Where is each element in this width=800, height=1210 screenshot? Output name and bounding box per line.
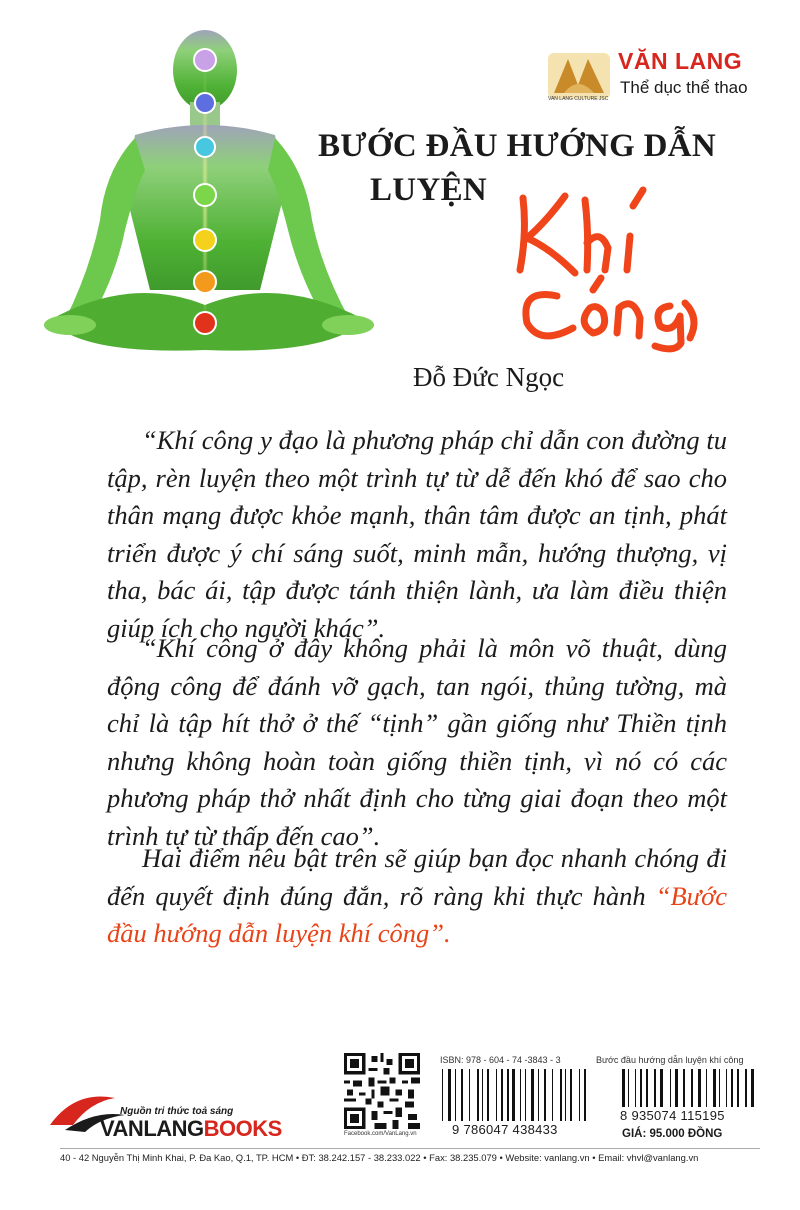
- footer-phone: • ĐT: 38.242.157 - 38.233.022: [293, 1152, 420, 1163]
- barcode-bar: [628, 1069, 629, 1107]
- book-title-line2: LUYỆN: [370, 172, 488, 208]
- barcode-bar: [670, 1069, 671, 1107]
- barcode-bar: [719, 1069, 720, 1107]
- footer-divider: [60, 1148, 760, 1149]
- ean-barcode-number: 8 935074 115195: [620, 1108, 725, 1123]
- vanlang-books-wordmark: [100, 1116, 282, 1142]
- barcode-bar: [640, 1069, 642, 1107]
- barcode-bar: [461, 1069, 463, 1121]
- footer-website: • Website: vanlang.vn: [497, 1152, 590, 1163]
- barcode-bar: [531, 1069, 534, 1121]
- barcode-bar: [544, 1069, 546, 1121]
- barcode-bar: [622, 1069, 625, 1107]
- barcode-bar: [683, 1069, 685, 1107]
- barcode-bar: [713, 1069, 716, 1107]
- barcode-bar: [579, 1069, 580, 1121]
- body-paragraph-3-highlight: “Bước đầu hướng dẫn luyện khí công”.: [107, 880, 727, 948]
- body-paragraph-1: “Khí công y đạo là phương pháp chỉ dẫn con đường tu tập, rèn luyện theo một trình tự từ dễ đến khó để sao cho thân mạng được khỏe mạnh, thân tâm được an tịnh, phát triển được ý chí sáng suốt, minh mẫn, hướng thượng, vị tha, bác ái, tập được tánh thiện lành, ưa làm điều thiện giúp ích cho người khác”.: [107, 425, 727, 643]
- qr-code-icon: [344, 1053, 420, 1129]
- barcode-bar: [570, 1069, 572, 1121]
- barcode-bar: [455, 1069, 456, 1121]
- body-paragraph-3-text: Hai điểm nêu bật trên sẽ giúp bạn đọc nhanh chóng đi đến quyết định đúng đắn, rõ ràng khi thực hành: [107, 843, 727, 911]
- barcode-bar: [525, 1069, 526, 1121]
- khi-cong-calligraphy: [505, 178, 705, 353]
- barcode-bar: [691, 1069, 693, 1107]
- isbn-label: ISBN: 978 - 604 - 74 -3843 - 3: [440, 1055, 561, 1065]
- barcode-bar: [496, 1069, 497, 1121]
- barcode-bar: [552, 1069, 553, 1121]
- barcode-bar: [751, 1069, 754, 1107]
- price-label: GIÁ: 95.000 ĐỒNG: [622, 1128, 723, 1140]
- meditation-figure-image: [30, 20, 390, 360]
- publisher-name: VĂN LANG: [618, 48, 743, 74]
- wordmark-vanlang: VANLANG: [100, 1116, 204, 1141]
- barcode-bar: [487, 1069, 489, 1121]
- footer-fax: • Fax: 38.235.079: [421, 1152, 497, 1163]
- barcode-bar: [501, 1069, 503, 1121]
- footer-contact: [60, 1152, 698, 1163]
- barcode-bar: [584, 1069, 586, 1121]
- barcode-bar: [745, 1069, 747, 1107]
- barcode-bar: [469, 1069, 470, 1121]
- barcode-bar: [448, 1069, 451, 1121]
- barcode-bar: [482, 1069, 483, 1121]
- book-title-small: Bước đầu hướng dẫn luyện khí công: [596, 1055, 744, 1065]
- publisher-subtitle: Thể dục thể thao: [620, 78, 748, 97]
- barcode-bar: [442, 1069, 443, 1121]
- barcode-bar: [726, 1069, 727, 1107]
- wordmark-books: BOOKS: [203, 1116, 282, 1141]
- barcode-bar: [646, 1069, 648, 1107]
- barcode-bar: [660, 1069, 663, 1107]
- qr-caption: Facebook.com/VanLang.vn: [344, 1131, 417, 1137]
- barcode-bar: [477, 1069, 479, 1121]
- barcode-bar: [675, 1069, 678, 1107]
- footer-address: 40 - 42 Nguyễn Thị Minh Khai, P. Đa Kao, Q.1, TP. HCM: [60, 1152, 294, 1163]
- isbn-barcode-number: 9 786047 438433: [452, 1122, 558, 1137]
- publisher-tiny-caption: VAN LANG CULTURE JSC: [548, 96, 609, 102]
- barcode-bar: [512, 1069, 515, 1121]
- barcode-bar: [635, 1069, 636, 1107]
- barcode-bar: [737, 1069, 739, 1107]
- barcode-bar: [565, 1069, 566, 1121]
- footer-email: • Email: vhvl@vanlang.vn: [590, 1152, 699, 1163]
- body-paragraph-2: “Khí công ở đây không phải là môn võ thuật, dùng động công để đánh vỡ gạch, tan ngói, thủng tường, mà chỉ là tập hít thở ở thế “tịnh” gần giống như Thiền tịnh nhưng không hoàn toàn giống thiền tịnh, vì nó có các phương pháp thở nhất định cho từng giai đoạn theo một trình tự từ thấp đến cao”.: [107, 633, 727, 851]
- barcode-bar: [520, 1069, 521, 1121]
- isbn-barcode-icon: [440, 1069, 592, 1121]
- barcode-bar: [698, 1069, 701, 1107]
- barcode-bar: [507, 1069, 509, 1121]
- barcode-bar: [654, 1069, 656, 1107]
- barcode-bar: [538, 1069, 539, 1121]
- barcode-bar: [731, 1069, 733, 1107]
- body-paragraph-3: [107, 840, 727, 953]
- barcode-bar: [706, 1069, 707, 1107]
- book-title-line1: BƯỚC ĐẦU HƯỚNG DẪN: [318, 128, 717, 164]
- barcode-bar: [560, 1069, 562, 1121]
- author-name: Đỗ Đức Ngọc: [413, 362, 565, 392]
- vanlang-books-slogan: Nguồn tri thức toả sáng: [120, 1106, 234, 1117]
